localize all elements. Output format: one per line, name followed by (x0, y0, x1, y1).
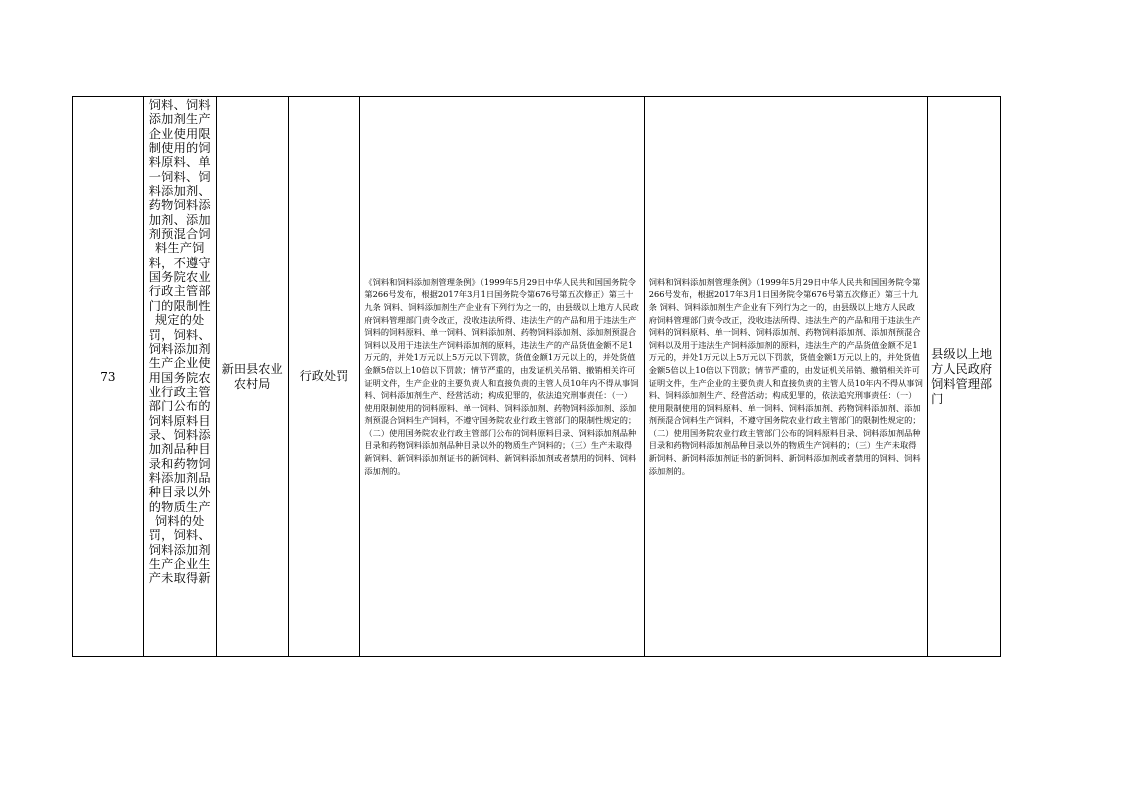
legal-basis-text: 《饲料和饲料添加剂管理条例》（1999年5月29日中华人民共和国国务院令第266号发布，根据2017年3月1日国务院令第676号第五次修正）第三十九条 饲料、饲料添加剂生产企业有下列行为之一的，由县级以上地方人民政府饲料管理部门责令改正，没收违法所得、违法生产的产品和用于违法生产饲料的饲料原料、单一饲料、饲料添加剂、药物饲料添加剂、添加剂预混合饲料以及用于违法生产饲料添加剂的原料，违法生产的产品货值金额不足1万元的，并处1万元以上5万元以下罚款，货值金额1万元以上的，并处货值金额5倍以上10倍以下罚款；情节严重的，由发证机关吊销、撤销相关许可证明文件，生产企业的主要负责人和直接负责的主管人员10年内不得从事饲料、饲料添加剂生产、经营活动；构成犯罪的，依法追究刑事责任：（一）使用限制使用的饲料原料、单一饲料、饲料添加剂、药物饲料添加剂、添加剂预混合饲料生产饲料，不遵守国务院农业行政主管部门的限制性规定的；（二）使用国务院农业行政主管部门公布的饲料原料目录、饲料添加剂品种目录和药物饲料添加剂品种目录以外的物质生产饲料的；（三）生产未取得新饲料、新饲料添加剂证书的新饲料、新饲料添加剂或者禁用的饲料、饲料添加剂的。 (364, 276, 639, 476)
item-name: 饲料、饲料添加剂生产企业使用限制使用的饲料原料、单一饲料、饲料添加剂、药物饲料添加剂、添加剂预混合饲料生产饲料，不遵守国务院农业行政主管部门的限制性规定的处罚，饲料、饲料添加剂生产企业使用国务院农业行政主管部门公布的饲料原料目录、饲料添加剂品种目录和药物饲料添加剂品种目录以外的物质生产饲料的处罚，饲料、饲料添加剂生产企业生产未取得新 (148, 98, 211, 586)
legal-basis-duplicate-text: 饲料和饲料添加剂管理条例》（1999年5月29日中华人民共和国国务院令第266号发布，根据2017年3月1日国务院令第676号第五次修正）第三十九条 饲料、饲料添加剂生产企业有下列行为之一的，由县级以上地方人民政府饲料管理部门责令改正，没收违法所得、违法生产的产品和用于违法生产饲料的饲料原料、单一饲料、饲料添加剂、药物饲料添加剂、添加剂预混合饲料以及用于违法生产饲料添加剂的原料，违法生产的产品货值金额不足1万元的，并处1万元以上5万元以下罚款，货值金额1万元以上的，并处货值金额5倍以上10倍以下罚款；情节严重的，由发证机关吊销、撤销相关许可证明文件，生产企业的主要负责人和直接负责的主管人员10年内不得从事饲料、饲料添加剂生产、经营活动；构成犯罪的，依法追究刑事责任：（一）使用限制使用的饲料原料、单一饲料、饲料添加剂、药物饲料添加剂、添加剂预混合饲料生产饲料，不遵守国务院农业行政主管部门的限制性规定的；（二）使用国务院农业行政主管部门公布的饲料原料目录、饲料添加剂品种目录和药物饲料添加剂品种目录以外的物质生产饲料的；（三）生产未取得新饲料、新饲料添加剂证书的新饲料、新饲料添加剂或者禁用的饲料、饲料添加剂的。 (648, 276, 923, 476)
row-number-cell (73, 97, 144, 656)
department-cell (217, 97, 289, 656)
category: 行政处罚 (299, 369, 349, 383)
legal-basis-duplicate-cell (645, 97, 928, 656)
authority: 县级以上地方人民政府饲料管理部门 (931, 346, 993, 406)
item-name-cell (144, 97, 217, 656)
authority-cell (928, 97, 1000, 656)
table-row (72, 96, 1001, 657)
row-number: 73 (100, 369, 116, 384)
department: 新田县农业农村局 (221, 361, 283, 391)
category-cell (289, 97, 361, 656)
legal-basis-cell (360, 97, 644, 656)
